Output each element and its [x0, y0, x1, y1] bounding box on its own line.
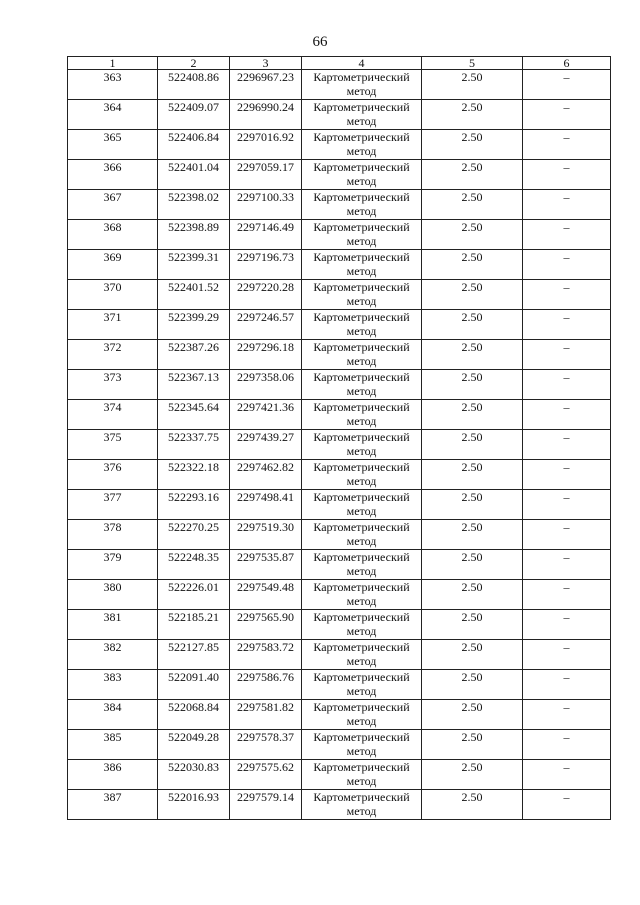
- x-coordinate-cell: 522399.29: [158, 310, 230, 340]
- point-number-cell: 385: [68, 730, 158, 760]
- accuracy-cell: 2.50: [422, 100, 523, 130]
- point-number-cell: 379: [68, 550, 158, 580]
- method-cell: Картометрический метод: [302, 130, 422, 160]
- description-cell: –: [523, 730, 611, 760]
- point-number-cell: 369: [68, 250, 158, 280]
- accuracy-cell: 2.50: [422, 490, 523, 520]
- column-header-x: 2: [158, 57, 230, 70]
- accuracy-cell: 2.50: [422, 400, 523, 430]
- y-coordinate-cell: 2297578.37: [230, 730, 302, 760]
- point-number-cell: 382: [68, 640, 158, 670]
- method-cell: Картометрический метод: [302, 430, 422, 460]
- point-number-cell: 378: [68, 520, 158, 550]
- description-cell: –: [523, 370, 611, 400]
- method-cell: Картометрический метод: [302, 370, 422, 400]
- table-header: [68, 57, 611, 70]
- page-number: 66: [312, 34, 328, 50]
- point-number-cell: 374: [68, 400, 158, 430]
- description-cell: –: [523, 760, 611, 790]
- accuracy-cell: 2.50: [422, 640, 523, 670]
- x-coordinate-cell: 522226.01: [158, 580, 230, 610]
- y-coordinate-cell: 2297575.62: [230, 760, 302, 790]
- table-row: [68, 760, 611, 790]
- method-cell: Картометрический метод: [302, 400, 422, 430]
- table-row: [68, 280, 611, 310]
- method-cell: Картометрический метод: [302, 250, 422, 280]
- method-cell: Картометрический метод: [302, 310, 422, 340]
- x-coordinate-cell: 522091.40: [158, 670, 230, 700]
- x-coordinate-cell: 522293.16: [158, 490, 230, 520]
- x-coordinate-cell: 522401.52: [158, 280, 230, 310]
- description-cell: –: [523, 100, 611, 130]
- description-cell: –: [523, 70, 611, 100]
- description-cell: –: [523, 340, 611, 370]
- method-cell: Картометрический метод: [302, 580, 422, 610]
- accuracy-cell: 2.50: [422, 580, 523, 610]
- accuracy-cell: 2.50: [422, 70, 523, 100]
- table-body: [68, 70, 611, 820]
- description-cell: –: [523, 640, 611, 670]
- x-coordinate-cell: 522049.28: [158, 730, 230, 760]
- accuracy-cell: 2.50: [422, 190, 523, 220]
- column-header-accuracy: 5: [422, 57, 523, 70]
- column-header-description: 6: [523, 57, 611, 70]
- table-row: [68, 430, 611, 460]
- table-row: [68, 700, 611, 730]
- x-coordinate-cell: 522127.85: [158, 640, 230, 670]
- x-coordinate-cell: 522406.84: [158, 130, 230, 160]
- y-coordinate-cell: 2297196.73: [230, 250, 302, 280]
- method-cell: Картометрический метод: [302, 730, 422, 760]
- y-coordinate-cell: 2297549.48: [230, 580, 302, 610]
- y-coordinate-cell: 2297421.36: [230, 400, 302, 430]
- y-coordinate-cell: 2296990.24: [230, 100, 302, 130]
- method-cell: Картометрический метод: [302, 700, 422, 730]
- table-row: [68, 490, 611, 520]
- accuracy-cell: 2.50: [422, 760, 523, 790]
- y-coordinate-cell: 2297439.27: [230, 430, 302, 460]
- accuracy-cell: 2.50: [422, 730, 523, 760]
- accuracy-cell: 2.50: [422, 430, 523, 460]
- description-cell: –: [523, 190, 611, 220]
- description-cell: –: [523, 520, 611, 550]
- method-cell: Картометрический метод: [302, 610, 422, 640]
- point-number-cell: 386: [68, 760, 158, 790]
- table-row: [68, 220, 611, 250]
- y-coordinate-cell: 2297246.57: [230, 310, 302, 340]
- column-header-method: 4: [302, 57, 422, 70]
- description-cell: –: [523, 610, 611, 640]
- accuracy-cell: 2.50: [422, 250, 523, 280]
- table-row: [68, 460, 611, 490]
- x-coordinate-cell: 522387.26: [158, 340, 230, 370]
- y-coordinate-cell: 2297581.82: [230, 700, 302, 730]
- x-coordinate-cell: 522030.83: [158, 760, 230, 790]
- point-number-cell: 381: [68, 610, 158, 640]
- table-row: [68, 520, 611, 550]
- x-coordinate-cell: 522016.93: [158, 790, 230, 820]
- table-row: [68, 730, 611, 760]
- method-cell: Картометрический метод: [302, 490, 422, 520]
- description-cell: –: [523, 580, 611, 610]
- point-number-cell: 371: [68, 310, 158, 340]
- accuracy-cell: 2.50: [422, 700, 523, 730]
- method-cell: Картометрический метод: [302, 670, 422, 700]
- method-cell: Картометрический метод: [302, 640, 422, 670]
- method-cell: Картометрический метод: [302, 160, 422, 190]
- method-cell: Картометрический метод: [302, 280, 422, 310]
- description-cell: –: [523, 280, 611, 310]
- accuracy-cell: 2.50: [422, 280, 523, 310]
- x-coordinate-cell: 522409.07: [158, 100, 230, 130]
- description-cell: –: [523, 670, 611, 700]
- description-cell: –: [523, 310, 611, 340]
- method-cell: Картометрический метод: [302, 340, 422, 370]
- method-cell: Картометрический метод: [302, 100, 422, 130]
- y-coordinate-cell: 2297519.30: [230, 520, 302, 550]
- y-coordinate-cell: 2297583.72: [230, 640, 302, 670]
- method-cell: Картометрический метод: [302, 550, 422, 580]
- accuracy-cell: 2.50: [422, 130, 523, 160]
- accuracy-cell: 2.50: [422, 160, 523, 190]
- table-row: [68, 670, 611, 700]
- table-row: [68, 640, 611, 670]
- y-coordinate-cell: 2297586.76: [230, 670, 302, 700]
- accuracy-cell: 2.50: [422, 460, 523, 490]
- table-row: [68, 340, 611, 370]
- accuracy-cell: 2.50: [422, 370, 523, 400]
- description-cell: –: [523, 490, 611, 520]
- accuracy-cell: 2.50: [422, 310, 523, 340]
- description-cell: –: [523, 790, 611, 820]
- column-header-y: 3: [230, 57, 302, 70]
- point-number-cell: 368: [68, 220, 158, 250]
- method-cell: Картометрический метод: [302, 760, 422, 790]
- x-coordinate-cell: 522337.75: [158, 430, 230, 460]
- description-cell: –: [523, 130, 611, 160]
- y-coordinate-cell: 2297579.14: [230, 790, 302, 820]
- table-row: [68, 70, 611, 100]
- method-cell: Картометрический метод: [302, 220, 422, 250]
- point-number-cell: 376: [68, 460, 158, 490]
- column-header-point-number: 1: [68, 57, 158, 70]
- description-cell: –: [523, 250, 611, 280]
- table-row: [68, 130, 611, 160]
- description-cell: –: [523, 700, 611, 730]
- y-coordinate-cell: 2297565.90: [230, 610, 302, 640]
- point-number-cell: 380: [68, 580, 158, 610]
- y-coordinate-cell: 2297016.92: [230, 130, 302, 160]
- table-row: [68, 370, 611, 400]
- table-row: [68, 100, 611, 130]
- point-number-cell: 367: [68, 190, 158, 220]
- y-coordinate-cell: 2297535.87: [230, 550, 302, 580]
- accuracy-cell: 2.50: [422, 340, 523, 370]
- method-cell: Картометрический метод: [302, 190, 422, 220]
- table-row: [68, 250, 611, 280]
- description-cell: –: [523, 430, 611, 460]
- method-cell: Картометрический метод: [302, 790, 422, 820]
- description-cell: –: [523, 400, 611, 430]
- x-coordinate-cell: 522399.31: [158, 250, 230, 280]
- table-row: [68, 550, 611, 580]
- y-coordinate-cell: 2297462.82: [230, 460, 302, 490]
- table-row: [68, 790, 611, 820]
- x-coordinate-cell: 522398.89: [158, 220, 230, 250]
- point-number-cell: 363: [68, 70, 158, 100]
- accuracy-cell: 2.50: [422, 550, 523, 580]
- point-number-cell: 366: [68, 160, 158, 190]
- header-row: [68, 57, 611, 70]
- y-coordinate-cell: 2297498.41: [230, 490, 302, 520]
- x-coordinate-cell: 522367.13: [158, 370, 230, 400]
- accuracy-cell: 2.50: [422, 670, 523, 700]
- y-coordinate-cell: 2297220.28: [230, 280, 302, 310]
- point-number-cell: 384: [68, 700, 158, 730]
- coordinates-table: [67, 56, 611, 820]
- point-number-cell: 372: [68, 340, 158, 370]
- point-number-cell: 375: [68, 430, 158, 460]
- y-coordinate-cell: 2296967.23: [230, 70, 302, 100]
- x-coordinate-cell: 522401.04: [158, 160, 230, 190]
- point-number-cell: 365: [68, 130, 158, 160]
- x-coordinate-cell: 522248.35: [158, 550, 230, 580]
- point-number-cell: 373: [68, 370, 158, 400]
- table-row: [68, 160, 611, 190]
- y-coordinate-cell: 2297146.49: [230, 220, 302, 250]
- x-coordinate-cell: 522408.86: [158, 70, 230, 100]
- point-number-cell: 364: [68, 100, 158, 130]
- point-number-cell: 387: [68, 790, 158, 820]
- table-row: [68, 580, 611, 610]
- y-coordinate-cell: 2297059.17: [230, 160, 302, 190]
- description-cell: –: [523, 550, 611, 580]
- x-coordinate-cell: 522322.18: [158, 460, 230, 490]
- table-row: [68, 310, 611, 340]
- method-cell: Картометрический метод: [302, 70, 422, 100]
- y-coordinate-cell: 2297296.18: [230, 340, 302, 370]
- y-coordinate-cell: 2297100.33: [230, 190, 302, 220]
- y-coordinate-cell: 2297358.06: [230, 370, 302, 400]
- description-cell: –: [523, 160, 611, 190]
- accuracy-cell: 2.50: [422, 610, 523, 640]
- description-cell: –: [523, 220, 611, 250]
- accuracy-cell: 2.50: [422, 520, 523, 550]
- point-number-cell: 370: [68, 280, 158, 310]
- table-row: [68, 400, 611, 430]
- table-row: [68, 190, 611, 220]
- accuracy-cell: 2.50: [422, 220, 523, 250]
- point-number-cell: 377: [68, 490, 158, 520]
- x-coordinate-cell: 522068.84: [158, 700, 230, 730]
- x-coordinate-cell: 522398.02: [158, 190, 230, 220]
- point-number-cell: 383: [68, 670, 158, 700]
- x-coordinate-cell: 522185.21: [158, 610, 230, 640]
- method-cell: Картометрический метод: [302, 460, 422, 490]
- description-cell: –: [523, 460, 611, 490]
- x-coordinate-cell: 522345.64: [158, 400, 230, 430]
- table-row: [68, 610, 611, 640]
- x-coordinate-cell: 522270.25: [158, 520, 230, 550]
- method-cell: Картометрический метод: [302, 520, 422, 550]
- accuracy-cell: 2.50: [422, 790, 523, 820]
